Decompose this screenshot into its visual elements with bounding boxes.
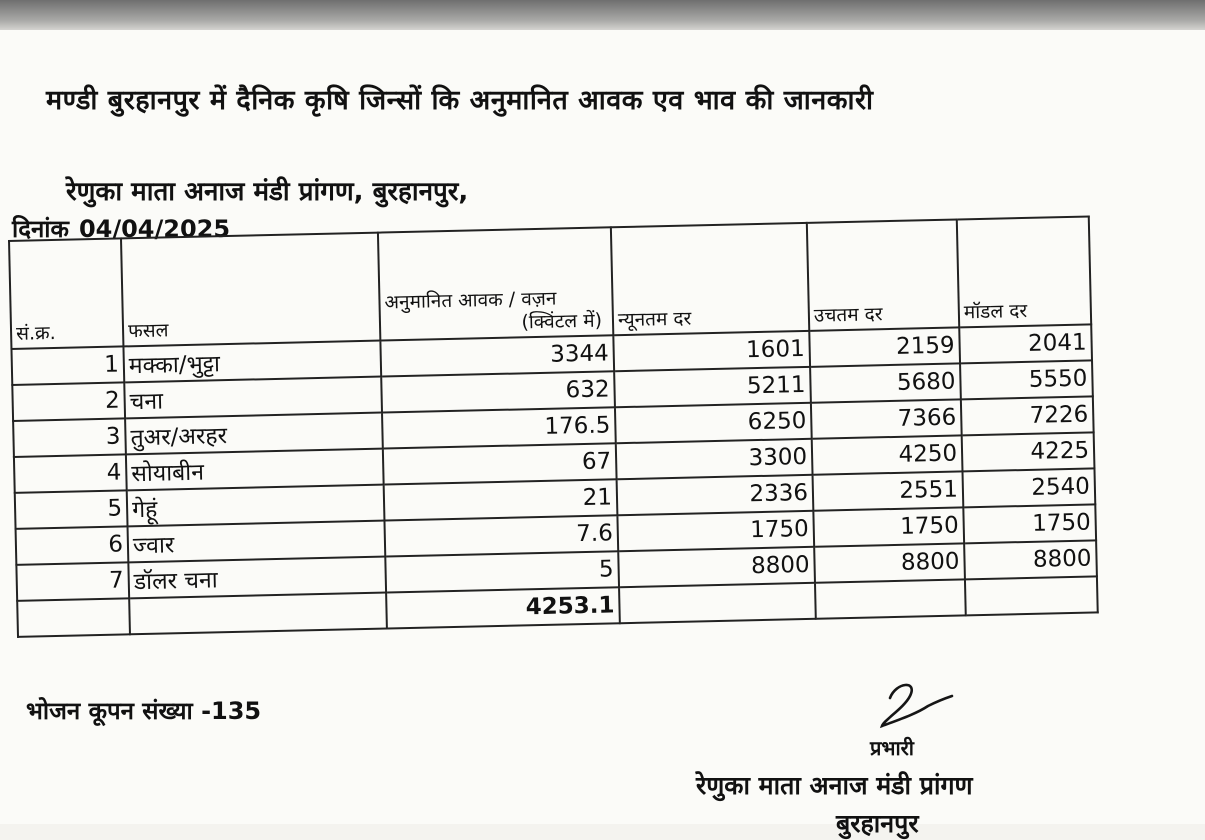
row-modal-rate: 4225 — [962, 432, 1095, 471]
header-arrival-unit: (क्विंटल में) — [521, 309, 603, 334]
row-crop: चना — [124, 377, 382, 419]
row-crop: मक्का/भुट्टा — [123, 341, 381, 383]
photo-edge — [0, 0, 1205, 34]
row-crop: ज्वार — [128, 521, 386, 563]
row-min-rate: 2336 — [617, 475, 814, 515]
header-crop: फसल — [121, 233, 380, 347]
date-label: दिनांक — [12, 215, 69, 243]
row-arrival: 3344 — [380, 335, 614, 376]
row-max-rate: 4250 — [812, 435, 963, 474]
row-max-rate: 5680 — [810, 363, 961, 402]
row-serial: 7 — [16, 562, 129, 601]
row-modal-rate: 2041 — [959, 324, 1092, 363]
page-title: मण्डी बुरहानपुर में दैनिक कृषि जिन्सों कि अनुमानित आवक एव भाव की जानकारी — [46, 85, 874, 116]
footer-city: बुरहानपुर — [836, 809, 919, 838]
header-min-rate: न्यूनतम दर — [611, 223, 809, 335]
row-modal-rate: 5550 — [960, 360, 1093, 399]
footer-organization: रेणुका माता अनाज मंडी प्रांगण — [696, 771, 973, 800]
row-arrival: 176.5 — [382, 407, 616, 448]
row-max-rate: 8800 — [814, 543, 965, 582]
row-serial: 1 — [11, 346, 124, 385]
header-max-rate: उचतम दर — [807, 219, 959, 330]
header-serial: सं.क्र. — [9, 238, 123, 349]
total-empty-cell — [965, 576, 1098, 615]
market-name: रेणुका माता अनाज मंडी प्रांगण, बुरहानपुर, — [66, 177, 469, 207]
row-arrival: 632 — [381, 371, 615, 412]
rates-table — [8, 215, 1099, 637]
total-arrival: 4253.1 — [386, 587, 620, 628]
row-arrival: 67 — [383, 443, 617, 484]
row-min-rate: 1750 — [617, 511, 814, 551]
total-empty-cell — [17, 598, 130, 637]
date-value: 04/04/2025 — [78, 215, 231, 243]
row-crop: सोयाबीन — [126, 449, 384, 491]
row-modal-rate: 1750 — [963, 504, 1096, 543]
header-arrival-label: अनुमानित आवक / वज़न — [384, 287, 557, 314]
row-serial: 2 — [12, 382, 125, 421]
row-min-rate: 8800 — [618, 547, 815, 587]
row-modal-rate: 7226 — [961, 396, 1094, 435]
row-arrival: 7.6 — [384, 515, 618, 556]
row-serial: 4 — [14, 454, 127, 493]
row-max-rate: 7366 — [811, 399, 962, 438]
row-min-rate: 1601 — [613, 331, 810, 371]
row-serial: 6 — [16, 526, 129, 565]
total-empty-cell — [815, 579, 966, 618]
signature-mark — [870, 676, 960, 732]
total-empty-cell — [619, 583, 816, 623]
row-min-rate: 6250 — [615, 403, 812, 443]
row-min-rate: 5211 — [614, 367, 811, 407]
row-crop: तुअर/अरहर — [125, 413, 383, 455]
row-modal-rate: 8800 — [964, 540, 1097, 579]
row-max-rate: 1750 — [813, 507, 964, 546]
row-min-rate: 3300 — [616, 439, 813, 479]
incharge-label: प्रभारी — [870, 736, 914, 760]
header-modal-rate: मॉडल दर — [957, 216, 1091, 327]
row-crop: गेहूं — [127, 485, 385, 527]
row-max-rate: 2551 — [813, 471, 964, 510]
row-arrival: 21 — [384, 479, 618, 520]
total-empty-cell — [129, 593, 387, 635]
row-modal-rate: 2540 — [962, 468, 1095, 507]
header-arrival — [378, 227, 613, 340]
row-arrival: 5 — [385, 551, 619, 592]
row-max-rate: 2159 — [809, 327, 960, 366]
row-crop: डॉलर चना — [128, 557, 386, 599]
row-serial: 5 — [15, 490, 128, 529]
meal-coupon-count: भोजन कूपन संख्या -135 — [26, 697, 262, 725]
row-serial: 3 — [13, 418, 126, 457]
